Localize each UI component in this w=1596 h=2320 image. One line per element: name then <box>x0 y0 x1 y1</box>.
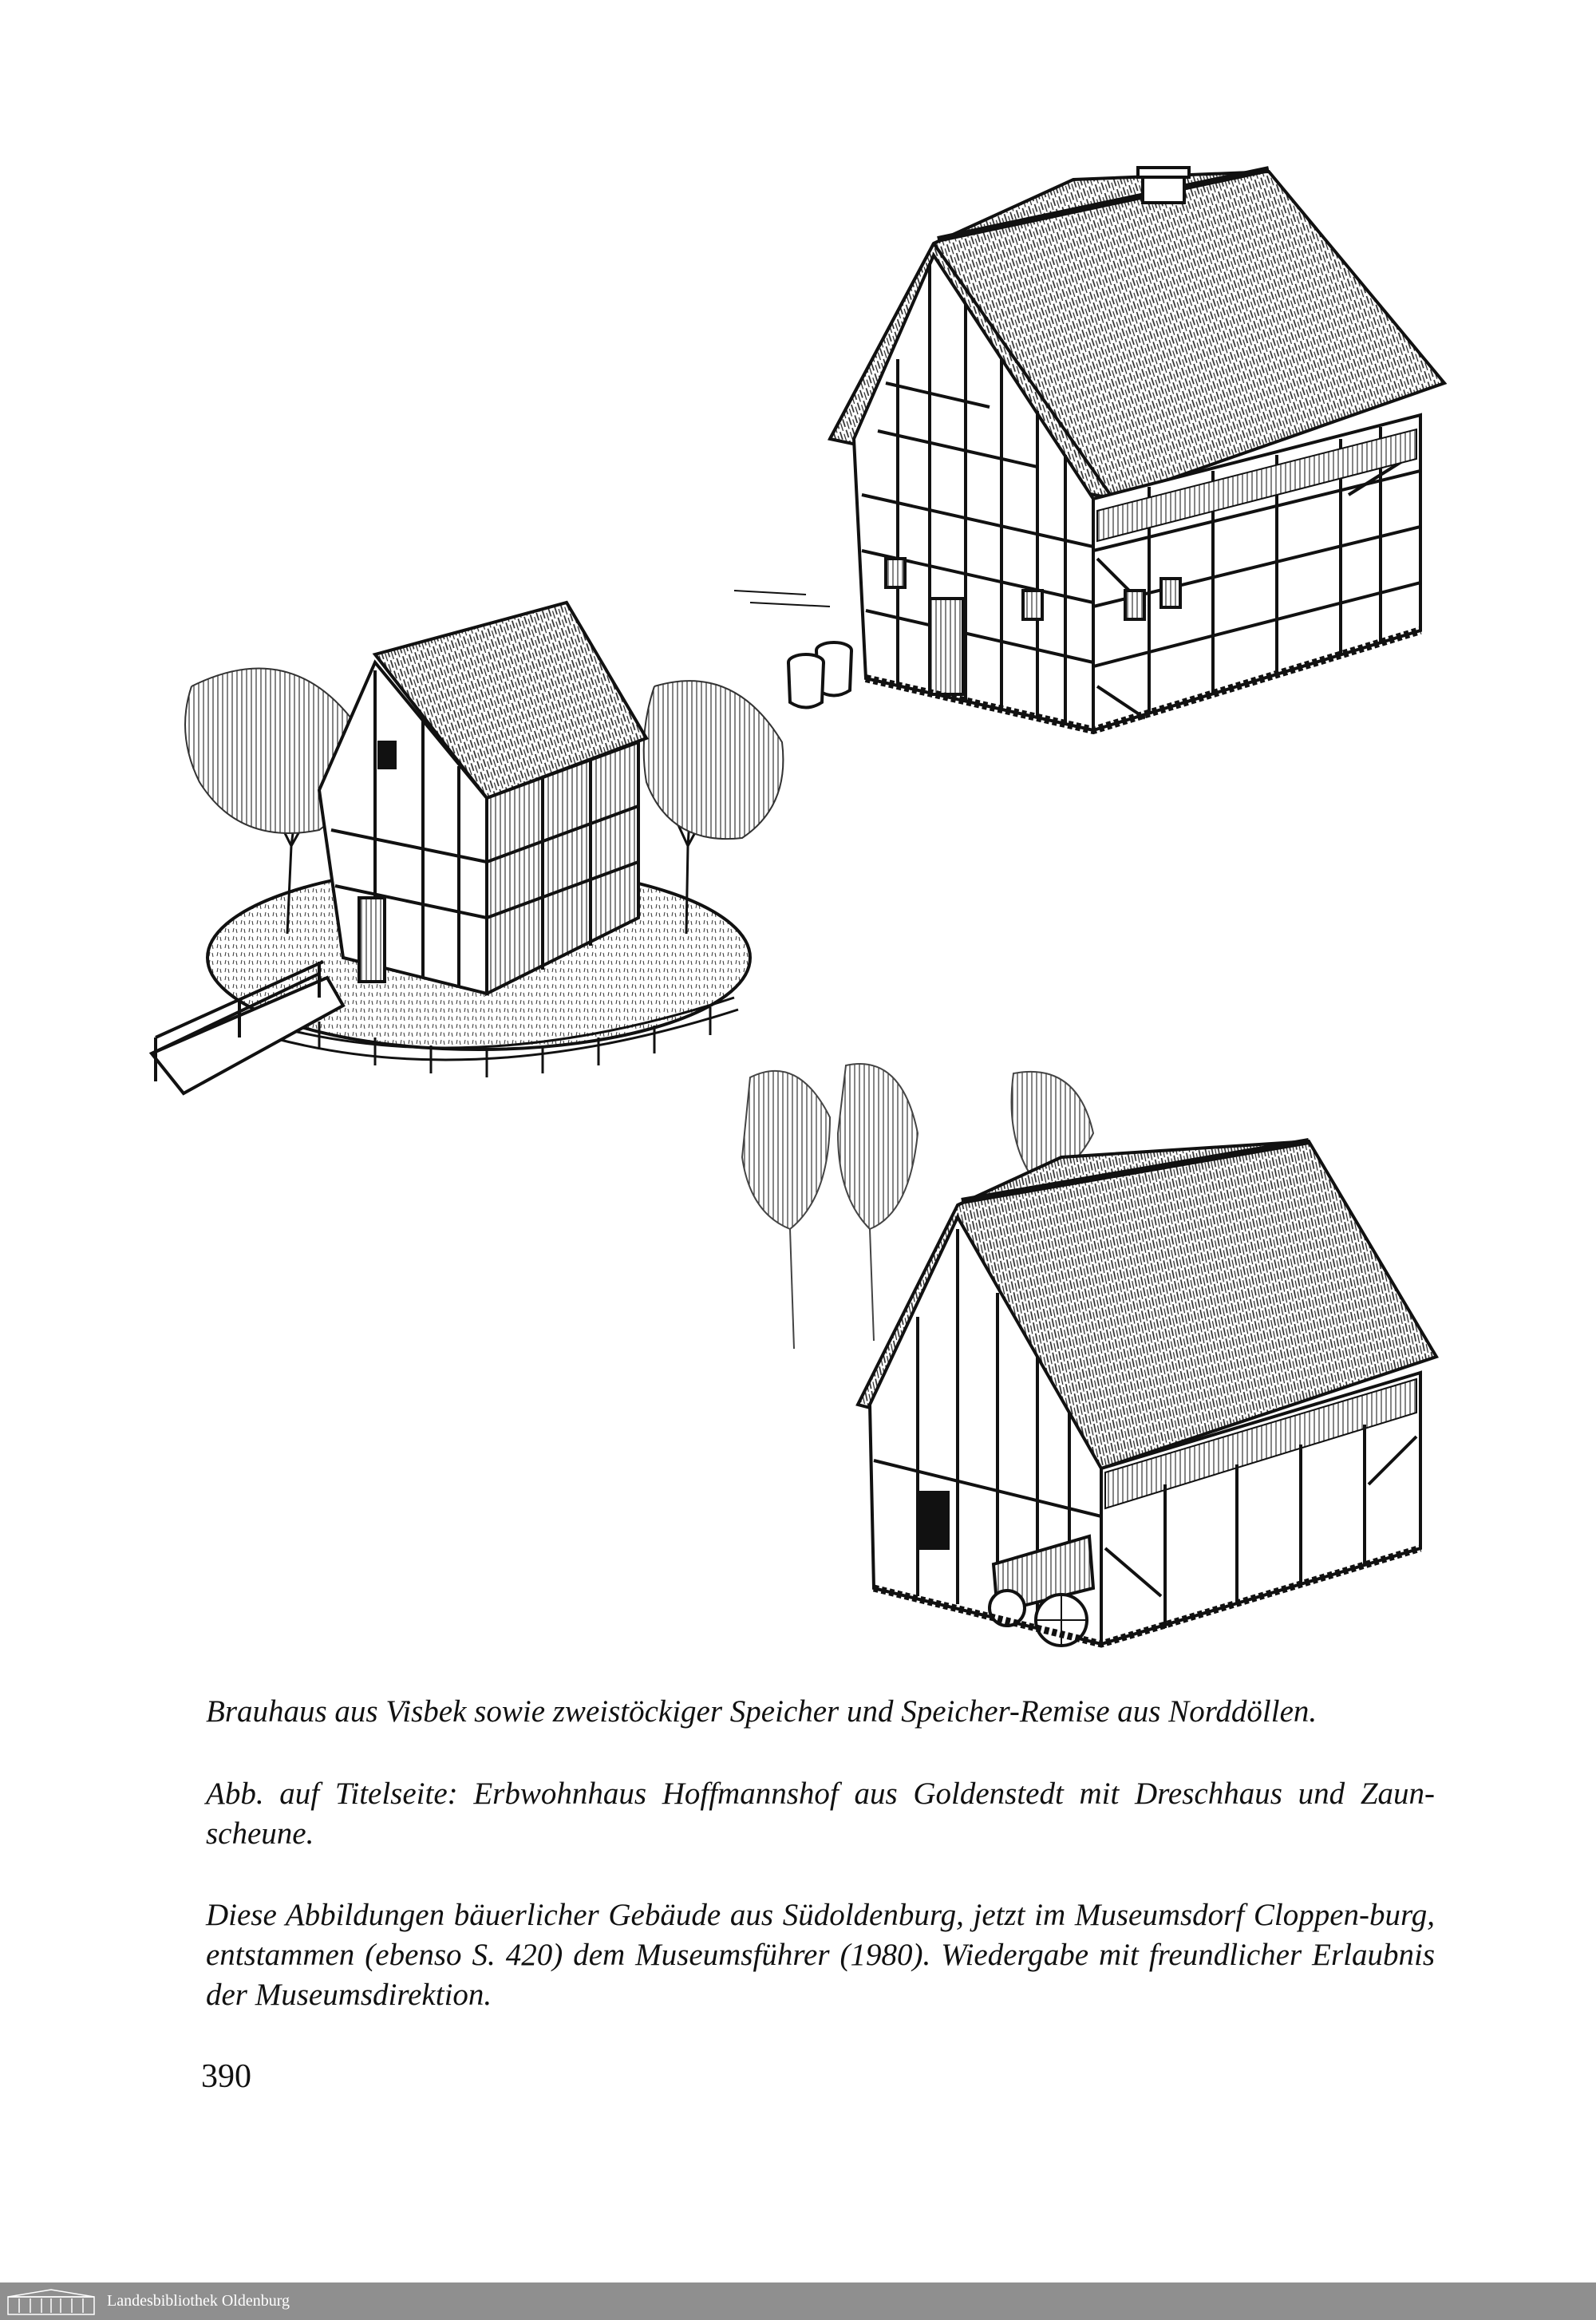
caption-source: Diese Abbildungen bäuerlicher Gebäude aus Südoldenburg, jetzt im Museumsdorf Cloppen-burg, entstammen (ebenso S. 420) dem Museumsführer (1980). Wiedergabe mit freundlicher Erlaubnis der Museumsdirektion. <box>206 1898 1435 2012</box>
page-number: 390 <box>201 2058 251 2095</box>
library-building-logo-icon <box>3 2287 99 2316</box>
footer-bar <box>0 2282 1596 2320</box>
caption-title-page: Abb. auf Titelseite: Erbwohnhaus Hoffmannshof aus Goldenstedt mit Dreschhaus und Zaun-scheune. <box>206 1777 1435 1851</box>
caption-main: Brauhaus aus Visbek sowie zweistöckiger Speicher und Speicher-Remise aus Norddöllen. <box>206 1694 1317 1729</box>
library-name: Landesbibliothek Oldenburg <box>107 2292 290 2310</box>
